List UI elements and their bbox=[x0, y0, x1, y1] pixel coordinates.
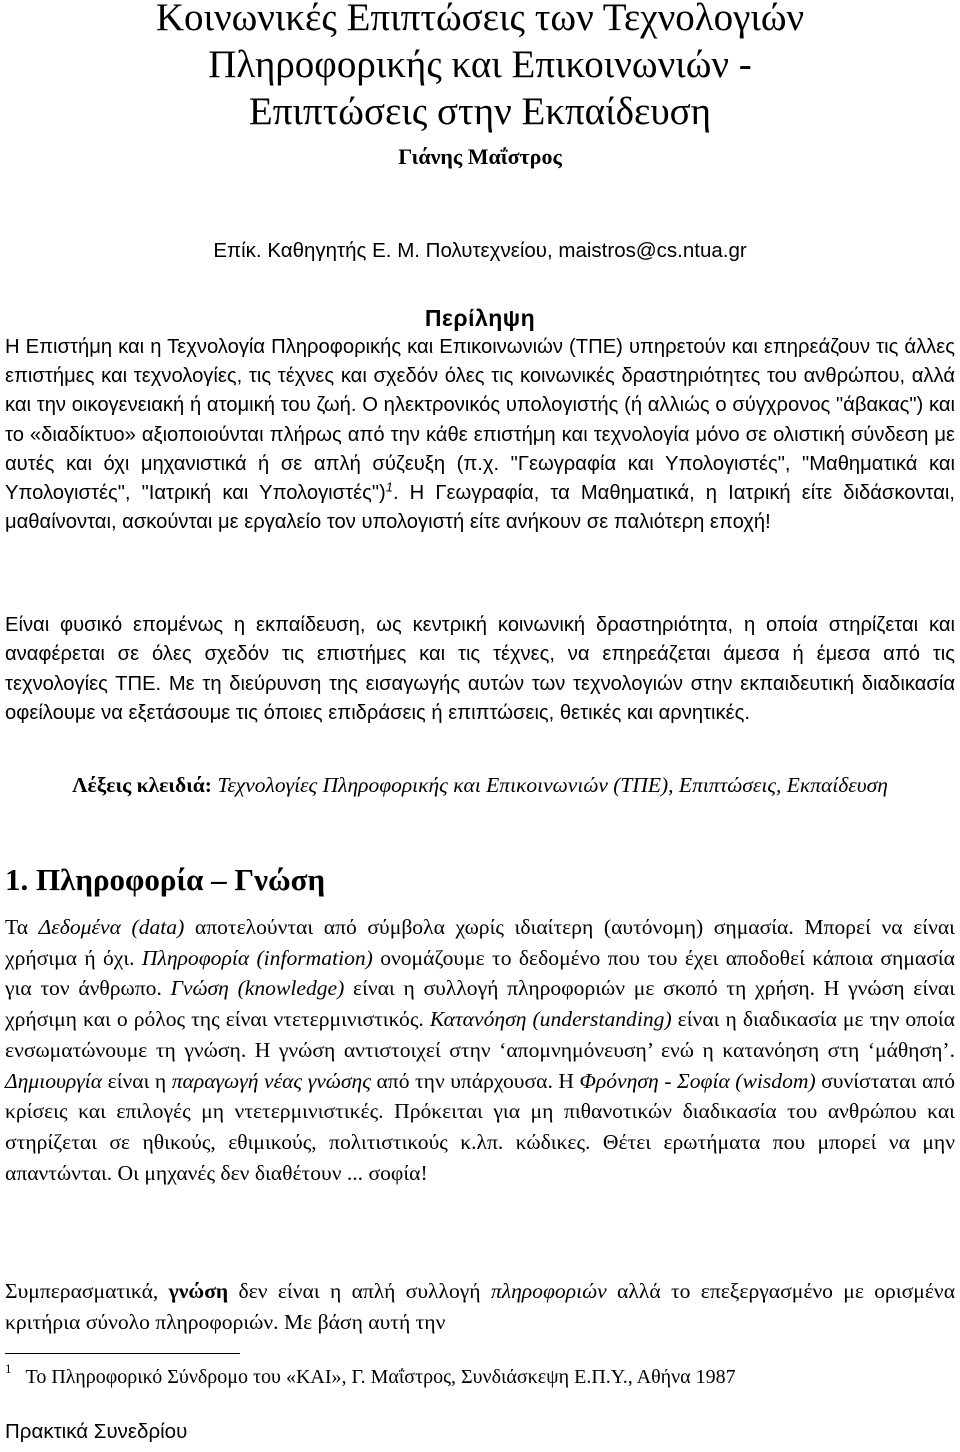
footnote bbox=[5, 1363, 736, 1391]
term-pliroforion: πληροφοριών bbox=[490, 1279, 607, 1303]
title-line-1: Κοινωνικές Επιπτώσεις των Τεχνολογιών bbox=[155, 0, 805, 39]
abstract-text: Η Επιστήμη και η Τεχνολογία Πληροφορικής και Επικοινωνιών (ΤΠΕ) υπηρετούν και επηρεάζουν τις άλλες επιστήμες και τεχνολογίες, τις τέχνες και σχεδόν όλες τις κοινωνικές δραστηριότητες του ανθρώπου, αλλά και την οικογενειακή ή ατομική του ζωή. Ο ηλεκτρονικός υπολογιστής (ή αλλιώς ο σύγχρονος "άβακας") και το «διαδίκτυο» αξιοποιούνται πλήρως από την κάθε επιστήμη και τεχνολογία μόνο σε ολιστική σύνδεση με αυτές και όχι μηχανιστικά ή σε απλή σύζευξη (π.χ. "Γεωγραφία και Υπολογιστές", "Μαθηματικά και Υπολογιστές", "Ιατρική και Υπολογιστές") bbox=[5, 336, 955, 505]
term-creation: Δημιουργία bbox=[5, 1068, 103, 1093]
author-name: Γιάνης Μαΐστρος bbox=[398, 144, 562, 169]
term-wisdom: Φρόνηση - Σοφία (wisdom) bbox=[579, 1068, 816, 1093]
author-affiliation: Επίκ. Καθηγητής Ε. Μ. Πολυτεχνείου, maistros@cs.ntua.gr bbox=[213, 239, 747, 262]
paper-title bbox=[0, 0, 960, 135]
text-run: δεν είναι η απλή συλλογή bbox=[228, 1279, 491, 1303]
keywords-label: Λέξεις κλειδιά: bbox=[72, 773, 212, 797]
abstract-paragraph-2: Είναι φυσικό επομένως η εκπαίδευση, ως κεντρική κοινωνική δραστηριότητα, η οποία στηρίζεται και αναφέρεται σε όλες σχεδόν τις επιστήμες και τις τέχνες, να επηρεάζεται άμεσα ή έμεσα από τις τεχνολογίες ΤΠΕ. Με τη διεύρυνση της εισαγωγής αυτών των τεχνολογιών στην εκπαιδευτική διαδικασία οφείλουμε να εξετάσουμε τις όποιες επιδράσεις ή επιπτώσεις, θετικές και αρνητικές. bbox=[5, 614, 955, 725]
text-run: ονομάζουμε το δεδομένο που του έχει αποδοθεί κάποια σημασία για τον άνθρωπο. bbox=[5, 945, 955, 1001]
text-run: από την υπάρχουσα. Η bbox=[370, 1068, 580, 1093]
abstract-paragraph-1 bbox=[5, 333, 955, 537]
keywords-value: Τεχνολογίες Πληροφορικής και Επικοινωνιών (ΤΠΕ), Επιπτώσεις, Εκπαίδευση bbox=[217, 773, 888, 797]
text-run: Συμπερασματικά, bbox=[5, 1279, 169, 1303]
keywords bbox=[20, 771, 940, 799]
footnote-divider bbox=[5, 1353, 240, 1354]
section-paragraph-1 bbox=[5, 912, 955, 1188]
footnote-text: Το Πληροφορικό Σύνδρομο του «ΚΑΙ», Γ. Μαΐστρος, Συνδιάσκεψη Ε.Π.Υ., Αθήνα 1987 bbox=[25, 1366, 736, 1388]
term-knowledge: Γνώση (knowledge) bbox=[170, 976, 345, 1001]
term-understanding: Κατανόηση (understanding) bbox=[429, 1007, 672, 1032]
term-gnosi: γνώση bbox=[168, 1279, 229, 1303]
abstract-text-cont: . Η Γεωγραφία, τα Μαθηματικά, η Ιατρική είτε διδάσκονται, μαθαίνονται, ασκούνται με εργαλείο τον υπολογιστή είτε ανήκουν σε παλιότερη εποχή! bbox=[5, 482, 955, 534]
text-run: αποτελούνται από σύμβολα χωρίς ιδιαίτερη (αυτόνομη) σημασία. Μπορεί να είναι χρήσιμα ή όχι. bbox=[5, 915, 955, 970]
term-data: Δεδομένα (data) bbox=[38, 915, 185, 939]
title-line-3: Επιπτώσεις στην Εκπαίδευση bbox=[248, 90, 712, 133]
section-title: 1. Πληροφορία – Γνώση bbox=[5, 862, 326, 897]
term-new-knowledge: παραγωγή νέας γνώσης bbox=[171, 1068, 371, 1093]
text-run: αλλά το επεξεργασμένο με ορισμένα κριτήρια σύνολο πληροφοριών. Με βάση αυτή την bbox=[5, 1279, 956, 1334]
text-run: είναι η συλλογή πληροφοριών με σκοπό τη χρήση. Η γνώση είναι χρήσιμη και ο ρόλος της είναι ντετερμινιστικός. bbox=[5, 976, 956, 1032]
proceedings-footer: Πρακτικά Συνεδρίου bbox=[5, 1420, 188, 1443]
text-run: συνίσταται από κρίσεις και επιλογές μη ντετερμινιστικές. Πρόκειται για μη πιθανοτικών διαδικασία του ανθρώπου και στηρίζεται σε ηθικούς, εθιμικούς, πολιτιστικούς κ.λπ. κώδικες. Θέτει ερωτήματα που μπορεί να μην απαντώνται. Οι μηχανές δεν διαθέτουν ... σοφία! bbox=[5, 1068, 955, 1185]
footnote-ref: 1 bbox=[385, 479, 393, 495]
text-run: είναι η bbox=[102, 1068, 172, 1093]
abstract-heading: Περίληψη bbox=[424, 305, 536, 331]
term-information: Πληροφορία (information) bbox=[141, 945, 373, 970]
text-run: είναι η διαδικασία με την οποία ενσωματώνουμε τη γνώση. Η γνώση αντιστοιχεί στην ‘απομνημόνευση’ ενώ η κατανόηση στη ‘μάθηση’. bbox=[5, 1007, 955, 1062]
title-line-2: Πληροφορικής και Επικοινωνιών - bbox=[208, 43, 752, 86]
text-run: Τα bbox=[5, 915, 39, 939]
section-paragraph-2 bbox=[5, 1276, 955, 1337]
footnote-number: 1 bbox=[5, 1361, 12, 1376]
